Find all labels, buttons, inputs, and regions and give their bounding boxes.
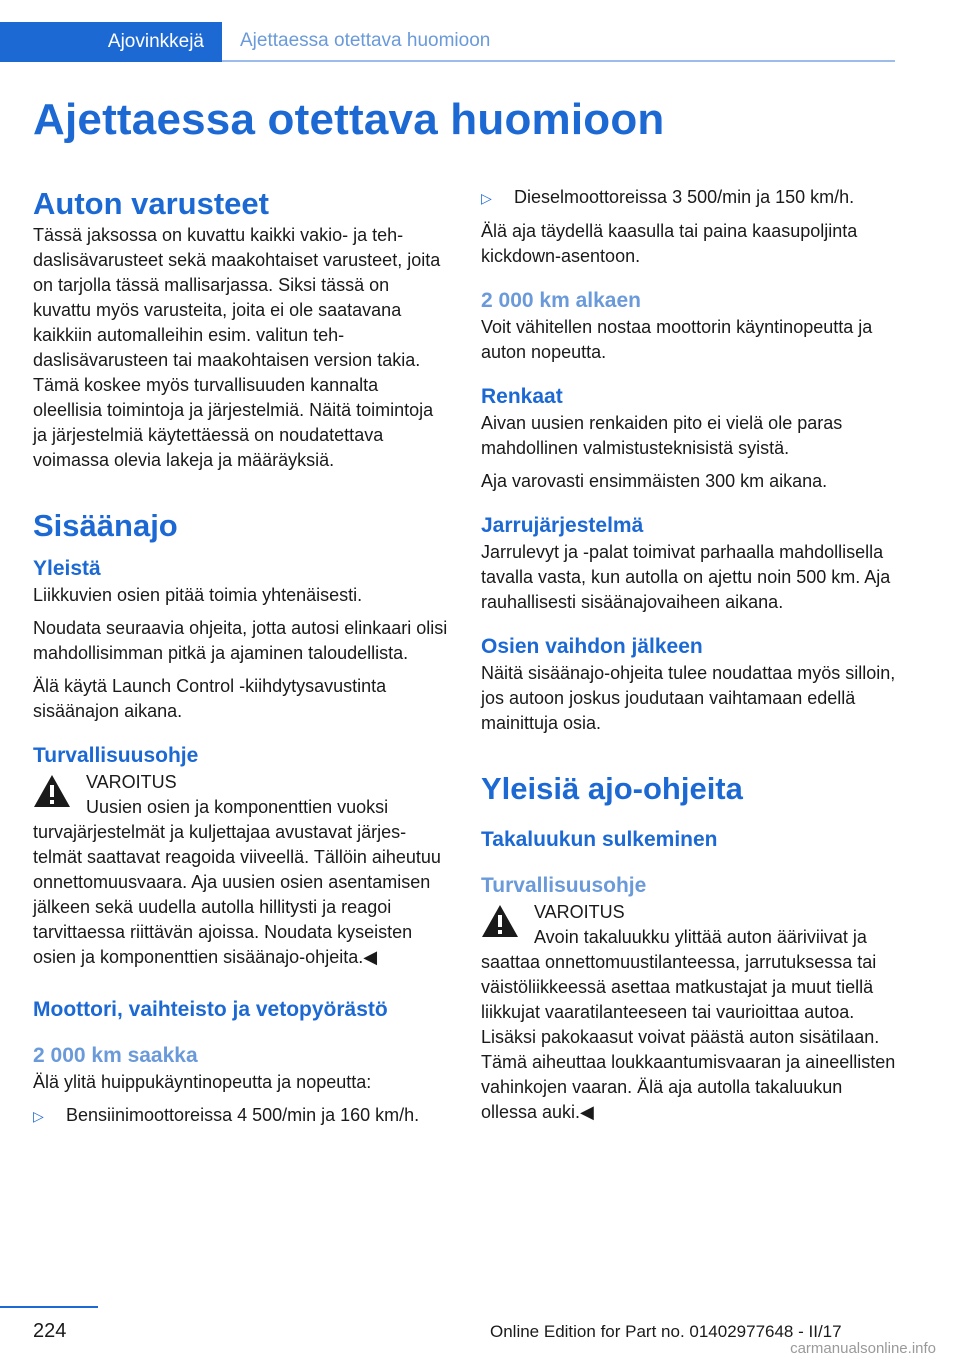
- paragraph-yleista-3: Älä käytä Launch Control -kiihdytysavustinta sisäänajon aikana.: [33, 676, 387, 721]
- heading-yleista: Yleistä: [33, 557, 101, 580]
- watermark: carmanualsonline.info: [790, 1340, 936, 1357]
- right-column: [481, 185, 896, 1125]
- header-bar: [0, 22, 895, 62]
- warning-text-first: Uusien osien ja komponenttien vuoksi: [86, 797, 389, 817]
- warning-block: [481, 900, 896, 1125]
- edition-text: Online Edition for Part no. 01402977648 - II/17: [490, 1322, 842, 1341]
- list-item: [33, 1103, 448, 1129]
- warning-text-first: Avoin takaluukku ylittää auton ääriviivat ja: [534, 927, 867, 947]
- heading-renkaat: Renkaat: [481, 385, 563, 408]
- paragraph-renkaat-2: Aja varovasti ensimmäisten 300 km aikana.: [481, 471, 828, 491]
- section-tab[interactable]: Ajettaessa otettava huomioon: [222, 22, 895, 62]
- heading-2000-saakka: 2 000 km saakka: [33, 1044, 198, 1067]
- heading-turvallisuusohje: Turvallisuusohje: [33, 744, 199, 767]
- left-column: [33, 185, 448, 1137]
- heading-auton-varusteet: Auton varusteet: [33, 186, 269, 221]
- warning-triangle-icon: [33, 774, 71, 808]
- bullet-triangle-icon: ▷: [481, 190, 492, 206]
- bullet-triangle-icon: ▷: [33, 1108, 44, 1124]
- heading-turvallisuusohje-2: Turvallisuusohje: [481, 874, 647, 897]
- warning-text-rest: saattaa onnettomuustilanteessa, jarrutuksessa tai väistöliikkeessä asettaa matkustajat ja muut tiellä liikkujat vaaratilanteeseen tai vaurioittaa autoa. Lisäksi pakokaasut voivat päästä auton sisätilaan. Tämä aiheuttaa loukkaantumisvaaran ja aineellisten vahinkojen vaaran. Älä aja autolla takaluukun ollessa auki.◀: [481, 952, 896, 1122]
- chapter-tab[interactable]: Ajovinkkejä: [0, 22, 222, 62]
- heading-takaluukun-sulkeminen: Takaluukun sulkeminen: [481, 828, 718, 851]
- paragraph-2000-alkaen: Voit vähitellen nostaa moottorin käyntinopeutta ja auton nopeutta.: [481, 317, 873, 362]
- paragraph-jarru: Jarrulevyt ja -palat toimivat parhaalla mahdollisella tavalla vasta, kun autolla on ajettu noin 500 km. Aja rauhallisesti sisäänajovaiheen aikana.: [481, 542, 891, 612]
- heading-jarrujarjestelma: Jarrujärjestelmä: [481, 514, 644, 537]
- heading-osien-vaihdon: Osien vaihdon jälkeen: [481, 635, 703, 658]
- page-title: Ajettaessa otettava huomioon: [33, 95, 665, 144]
- paragraph-renkaat-1: Aivan uusien renkaiden pito ei vielä ole paras mahdollinen valmistusteknisistä syistä.: [481, 413, 843, 458]
- heading-moottori: Moottori, vaihteisto ja vetopyörästö: [33, 998, 388, 1021]
- paragraph-2000-saakka: Älä ylitä huippukäyntinopeutta ja nopeutta:: [33, 1072, 372, 1092]
- bullet-text-1: Bensiinimoottoreissa 4 500/min ja 160 km/h.: [66, 1105, 420, 1125]
- warning-text: [481, 925, 896, 1125]
- heading-yleisia-ajo-ohjeita: Yleisiä ajo-ohjeita: [481, 771, 743, 806]
- paragraph-yleista-1: Liikkuvien osien pitää toimia yhtenäisesti.: [33, 585, 363, 605]
- warning-text-rest: turvajärjestelmät ja kuljettajaa avustavat järjestelmät saattavat reagoida viiveellä. Tällöin aiheutuu onnettomuusvaara. Aja uusien osien asentamisen jälkeen sekä uudella autolla hillitysti ja reagoi tarvittaessa riittävän ajoissa. Noudata kyseisten osien ja komponenttien sisäänajo-ohjeita.◀: [33, 822, 441, 967]
- paragraph-varusteet: Tässä jaksossa on kuvattu kaikki vakio- ja tehdaslisävarusteet sekä maakohtaiset varusteet, joita on tarjolla tässä mallisarjassa. Siksi tässä on kuvattu myös varusteita, joita ei ole saatavana kaikkiin automalleihin esim. valitun tehdaslisävarusteen tai maakohtaisen version takia. Tämä koskee myös turvallisuuden kannalta oleellisia toimintoja ja järjestelmiä. Näitä toimintoja ja järjestelmiä käytettäessä on noudatettava voimassa olevia lakeja ja määräyksiä.: [33, 225, 441, 470]
- warning-label: VAROITUS: [534, 902, 625, 922]
- warning-block: [33, 770, 448, 970]
- paragraph-osien: Näitä sisäänajo-ohjeita tulee noudattaa myös silloin, jos autoon joskus joudutaan vaihtamaan edellä mainittuja osia.: [481, 663, 896, 733]
- footer-rule: [0, 1306, 98, 1308]
- bullet-text-2: Dieselmoottoreissa 3 500/min ja 150 km/h.: [514, 187, 855, 207]
- heading-sisaanajo: Sisäänajo: [33, 508, 178, 543]
- list-item: [481, 185, 896, 211]
- warning-text: [33, 795, 448, 970]
- paragraph-kaasu: Älä aja täydellä kaasulla tai paina kaasupoljinta kickdown-asentoon.: [481, 221, 858, 266]
- paragraph-yleista-2: Noudata seuraavia ohjeita, jotta autosi elinkaari olisi mahdollisimman pitkä ja ajaminen taloudellista.: [33, 618, 448, 663]
- warning-label: VAROITUS: [86, 772, 177, 792]
- heading-2000-alkaen: 2 000 km alkaen: [481, 289, 641, 312]
- warning-triangle-icon: [481, 904, 519, 938]
- page-number: 224: [33, 1320, 67, 1342]
